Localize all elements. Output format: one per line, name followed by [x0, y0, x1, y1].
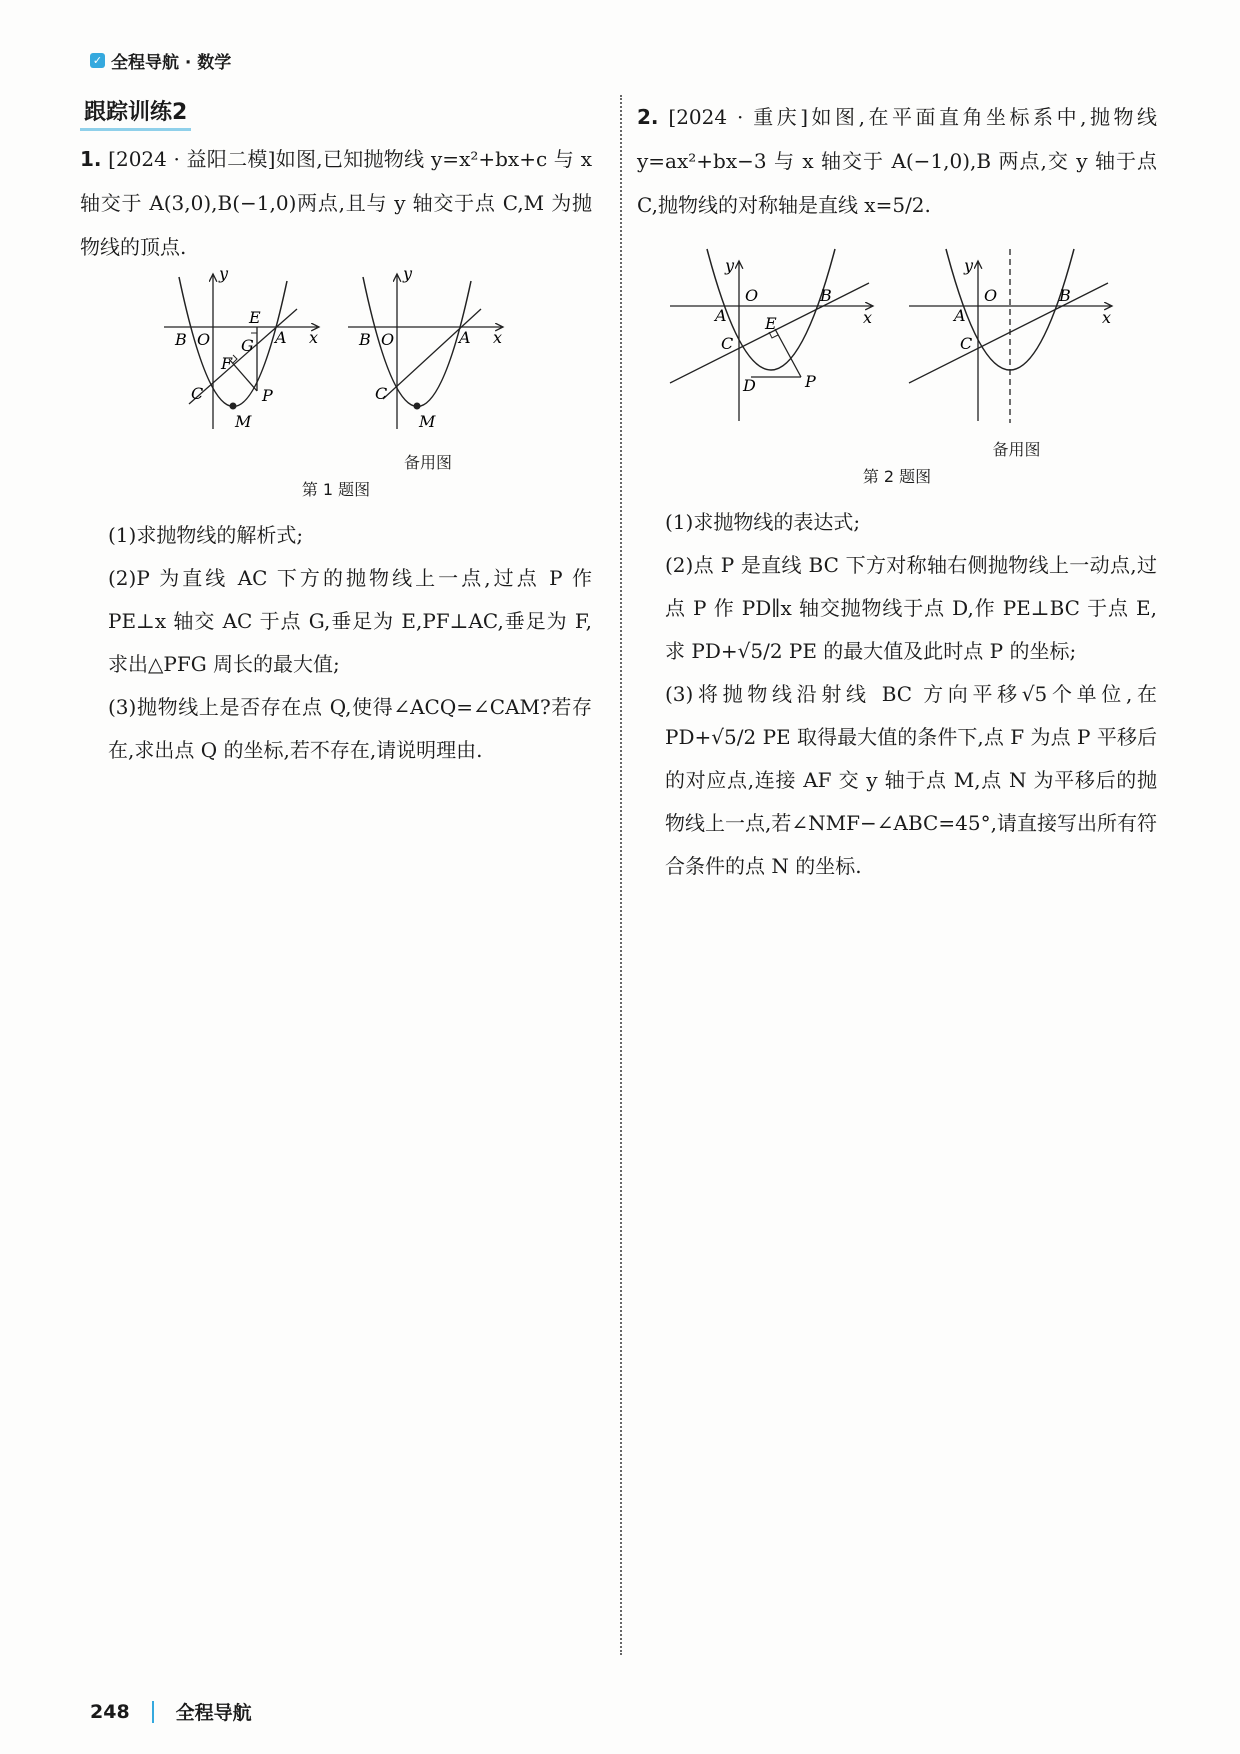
footer-brand: 全程导航 — [175, 1702, 252, 1724]
fig1b-label-b: B — [359, 330, 371, 349]
fig1-label-g: G — [241, 336, 254, 355]
fig2b-label-a: A — [954, 306, 966, 325]
question-1-part-1: (1)求抛物线的解析式; — [108, 523, 304, 547]
figure-2-backup-diagram — [904, 241, 1129, 431]
figure-1-backup — [343, 269, 513, 473]
fig2b-label-b: B — [1059, 286, 1071, 305]
section-title: 跟踪训练2 — [80, 95, 191, 131]
fig1-label-a: A — [275, 328, 287, 347]
footer-divider — [152, 1701, 154, 1723]
header-title: 全程导航 · 数学 — [111, 52, 232, 73]
fig1-label-o: O — [197, 330, 211, 349]
figure-1-caption: 第 1 题图 — [301, 480, 371, 499]
fig1b-label-c: C — [375, 384, 388, 403]
fig2b-label-c: C — [960, 334, 973, 353]
figure-2-main — [665, 241, 890, 460]
fig1-label-c: C — [191, 384, 204, 403]
figure-1-backup-diagram — [343, 269, 513, 444]
fig2-label-b: B — [820, 286, 832, 305]
question-1-number: 1. — [80, 147, 102, 171]
check-icon: ✓ — [90, 53, 105, 68]
question-2-part-3: (3)将抛物线沿射线 BC 方向平移√5个单位,在 PD+√5/2 PE 取得最大值的条件下,点 F 为点 P 平移后的对应点,连接 AF 交 y 轴于点 M,点 N 为平移后的抛物线上一点,若∠NMF−∠ABC=45°,请直接写出所有符合条件的点 N 的坐标. — [665, 682, 1157, 878]
figure-2-backup — [904, 241, 1129, 460]
page-header — [90, 46, 231, 74]
fig2b-label-x: x — [1102, 308, 1112, 327]
fig2-label-a: A — [715, 306, 727, 325]
page-number: 248 — [90, 1700, 130, 1723]
right-column — [637, 95, 1157, 888]
figure-2-backup-label: 备用图 — [992, 440, 1041, 459]
question-1-part-2: (2)P 为直线 AC 下方的抛物线上一点,过点 P 作 PE⊥x 轴交 AC 于点 G,垂足为 E,PF⊥AC,垂足为 F,求出△PFG 周长的最大值; — [108, 566, 592, 676]
fig1-label-e: E — [249, 308, 261, 327]
figure-1-backup-label: 备用图 — [403, 453, 452, 472]
figure-2 — [637, 241, 1157, 460]
fig1b-label-m: M — [419, 412, 436, 431]
question-2-part-2: (2)点 P 是直线 BC 下方对称轴右侧抛物线上一动点,过点 P 作 PD∥x 轴交抛物线于点 D,作 PE⊥BC 于点 E,求 PD+√5/2 PE 的最大值及此时点 P 的坐标; — [665, 553, 1157, 663]
figure-2-caption: 第 2 题图 — [862, 467, 932, 486]
fig1-label-m: M — [235, 412, 252, 431]
fig2-label-c: C — [721, 334, 734, 353]
page-footer — [90, 1698, 252, 1725]
fig1b-label-x: x — [493, 328, 503, 347]
fig2-label-o: O — [745, 286, 759, 305]
fig2-label-x: x — [863, 308, 873, 327]
fig2-label-y: y — [725, 256, 735, 275]
figure-1-main — [159, 269, 329, 473]
fig1b-label-a: A — [459, 328, 471, 347]
question-2-number: 2. — [637, 105, 659, 129]
question-1 — [80, 137, 592, 269]
fig2b-label-o: O — [984, 286, 998, 305]
fig2-label-e: E — [765, 314, 777, 333]
fig2-label-d: D — [743, 376, 756, 395]
fig1-label-f: F — [221, 354, 233, 373]
question-2 — [637, 95, 1157, 227]
figure-2-main-diagram — [665, 241, 890, 431]
fig1-label-x: x — [309, 328, 319, 347]
fig2-label-p: P — [805, 372, 816, 391]
fig1b-label-o: O — [381, 330, 395, 349]
fig2b-label-y: y — [964, 256, 974, 275]
question-2-part-1: (1)求抛物线的表达式; — [665, 510, 861, 534]
figure-1 — [80, 269, 592, 473]
figure-1-main-diagram — [159, 269, 329, 444]
question-2-stem: [2024 · 重庆]如图,在平面直角坐标系中,抛物线 y=ax²+bx−3 与 x 轴交于 A(−1,0),B 两点,交 y 轴于点 C,抛物线的对称轴是直线 x=5/2. — [637, 105, 1157, 217]
question-1-part-3: (3)抛物线上是否存在点 Q,使得∠ACQ=∠CAM?若存在,求出点 Q 的坐标,若不存在,请说明理由. — [108, 695, 592, 762]
fig1-label-p: P — [262, 386, 273, 405]
fig1b-label-y: y — [403, 269, 413, 283]
fig1-label-b: B — [175, 330, 187, 349]
column-divider — [620, 95, 622, 1655]
left-column — [80, 95, 592, 772]
fig1-label-y: y — [219, 269, 229, 283]
question-1-stem: [2024 · 益阳二模]如图,已知抛物线 y=x²+bx+c 与 x 轴交于 A(3,0),B(−1,0)两点,且与 y 轴交于点 C,M 为抛物线的顶点. — [80, 147, 593, 259]
